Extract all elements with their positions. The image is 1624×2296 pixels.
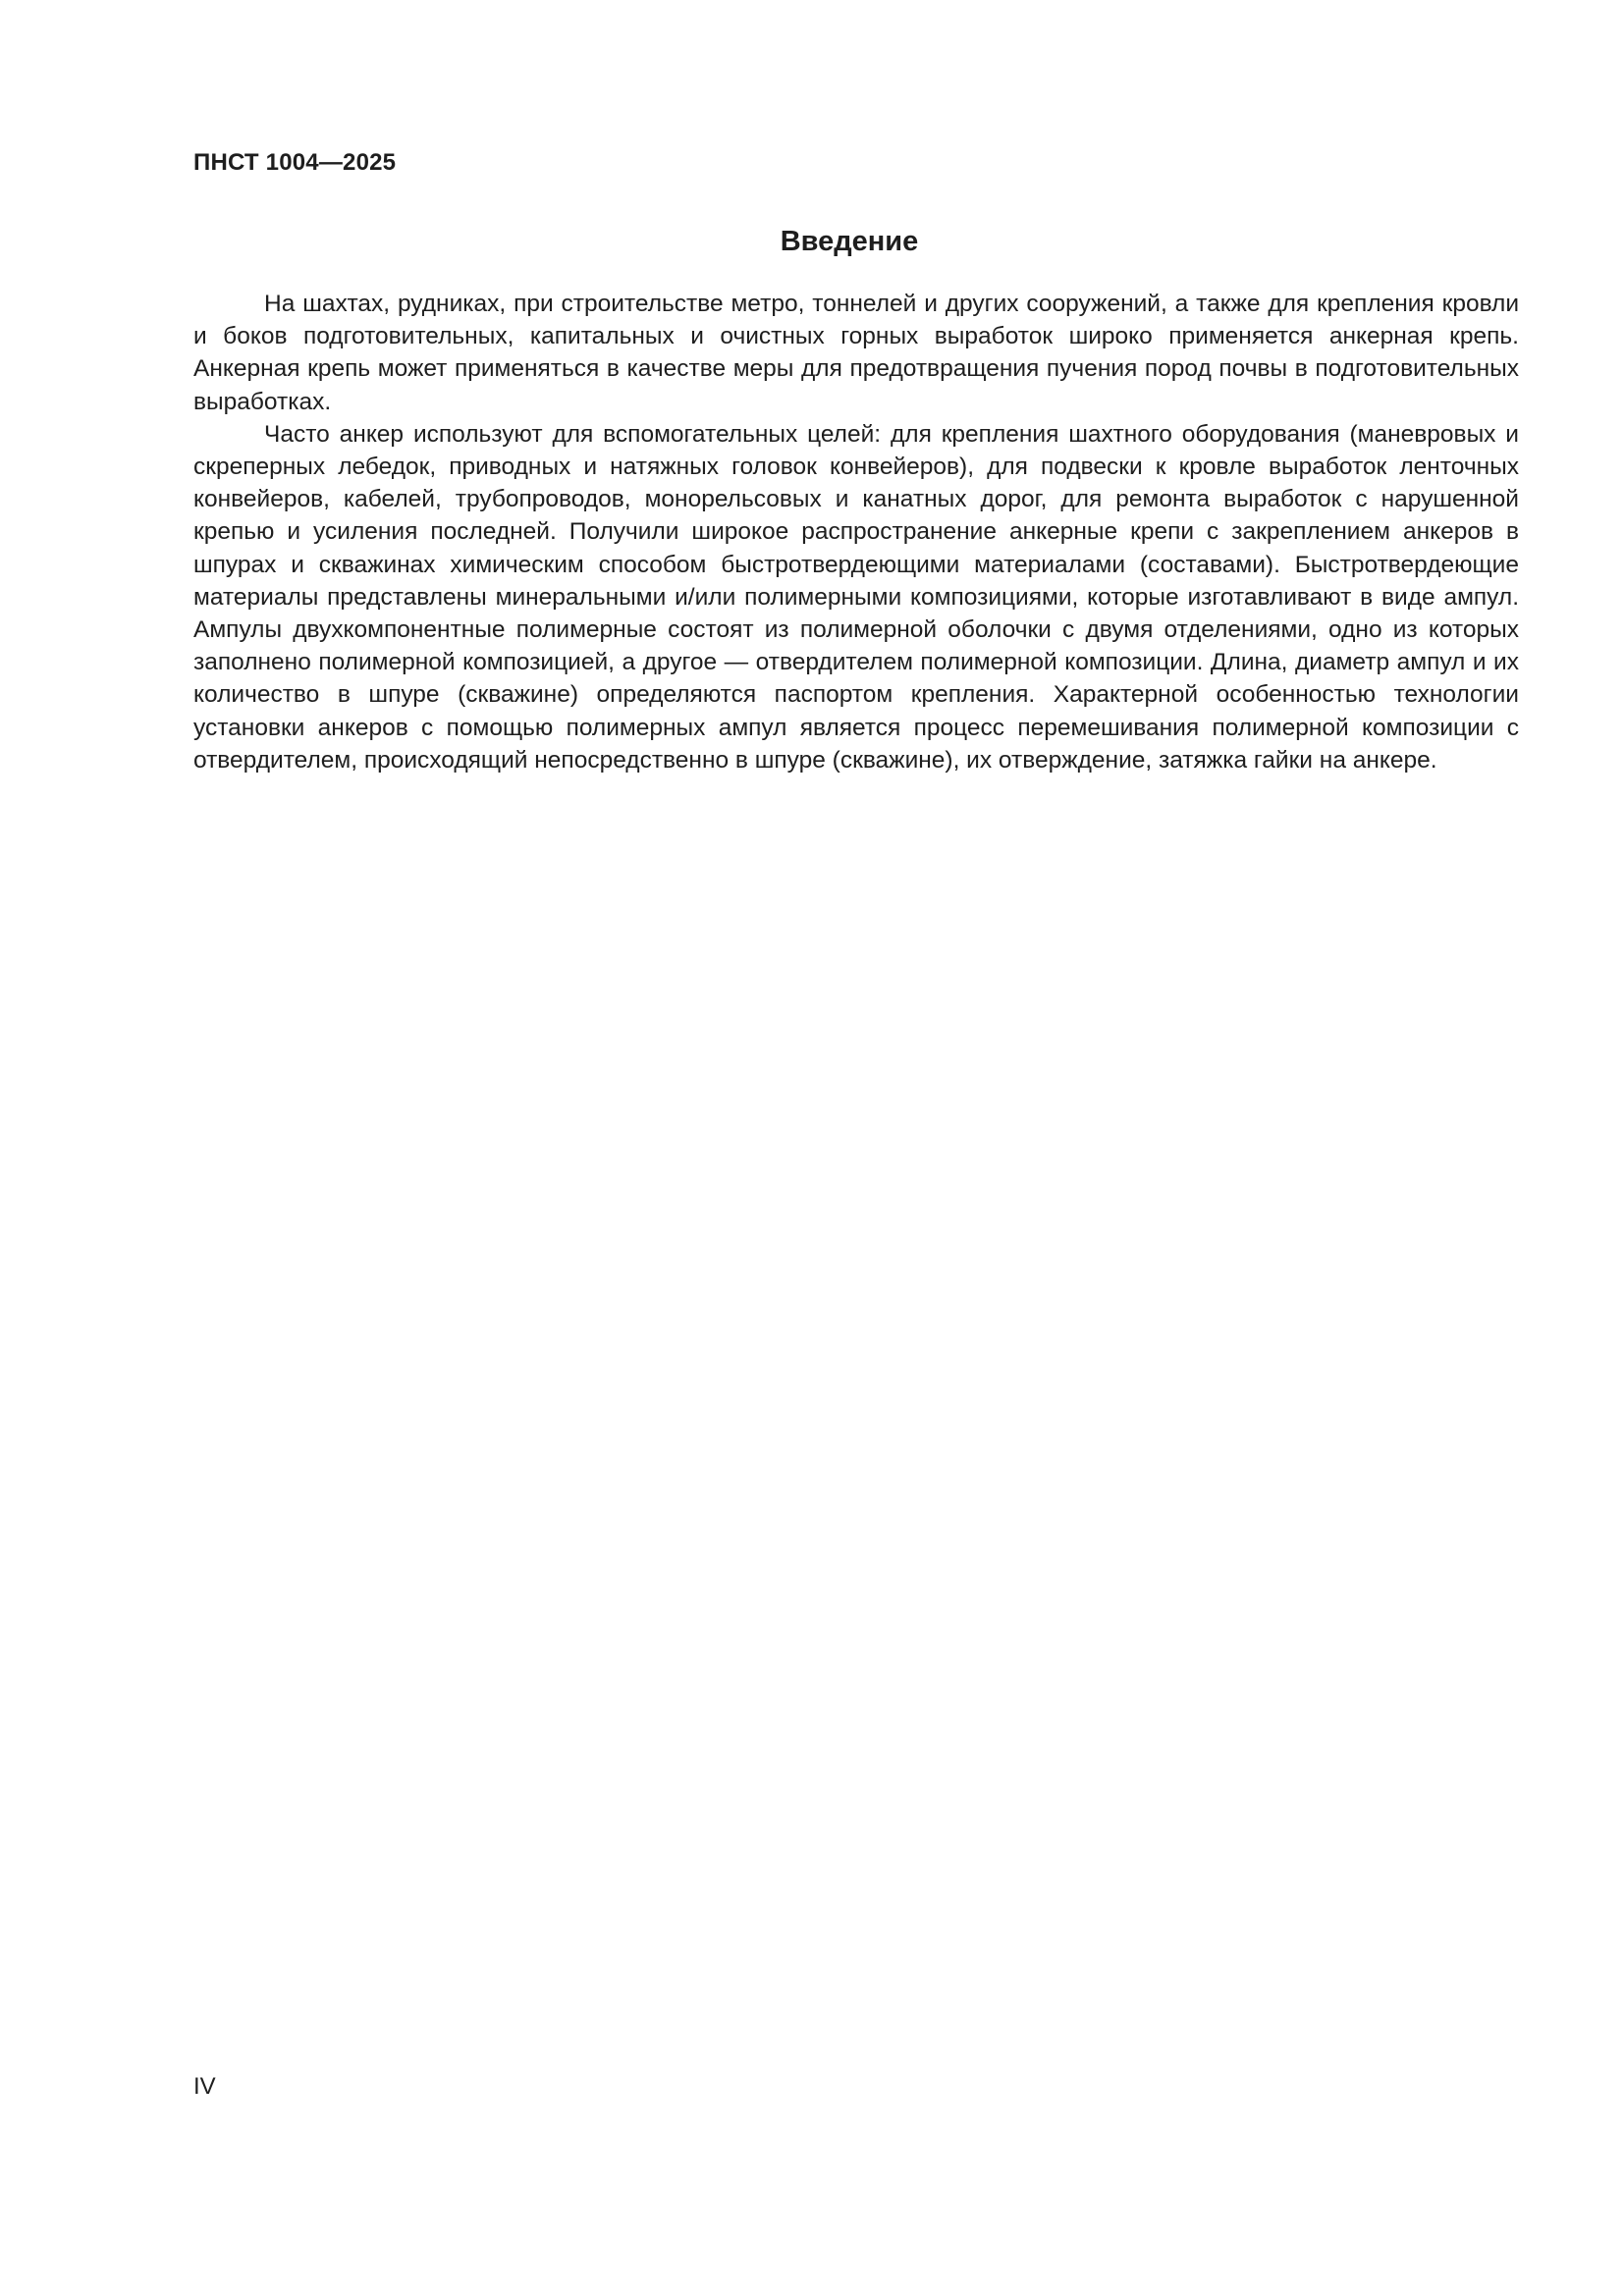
body-text [193,288,1519,776]
standard-code-header: ПНСТ 1004—2025 [193,149,397,176]
page-number: IV [193,2073,216,2100]
section-title: Введение [780,226,919,257]
paragraph-1: На шахтах, рудниках, при строительстве метро, тоннелей и других сооружений, а также для крепления кровли и боков подготовительных, капитальных и очистных горных выработок широко применяется анкерная крепь. Анкерная крепь может применяться в качестве меры для предотвращения пучения пород почвы в подготовительных выработках. [193,291,1519,415]
paragraph-2: Часто анкер используют для вспомогательных целей: для крепления шахтного оборудования (маневровых и скреперных лебедок, приводных и натяжных головок конвейеров), для подвески к кровле выработок ленточных конвейеров, кабелей, трубопроводов, монорельсовых и канатных дорог, для ремонта выработок с нарушенной крепью и усиления последней. Получили широкое распространение анкерные крепи с закреплением анкеров в шпурах и скважинах химическим способом быстротвердеющими материалами (составами). Быстротвердеющие материалы представлены минеральными и/или полимерными композициями, которые изготавливают в виде ампул. Ампулы двухкомпонентные полимерные состоят из полимерной оболочки с двумя отделениями, одно из которых заполнено полимерной композицией, а другое — отвердителем полимерной композиции. Длина, диаметр ампул и их количество в шпуре (скважине) определяются паспортом крепления. Характерной особенностью технологии установки анкеров с помощью полимерных ампул является процесс перемешивания полимерной композиции с отвердителем, происходящий непосредственно в шпуре (скважине), их отверждение, затяжка гайки на анкере. [193,420,1519,774]
